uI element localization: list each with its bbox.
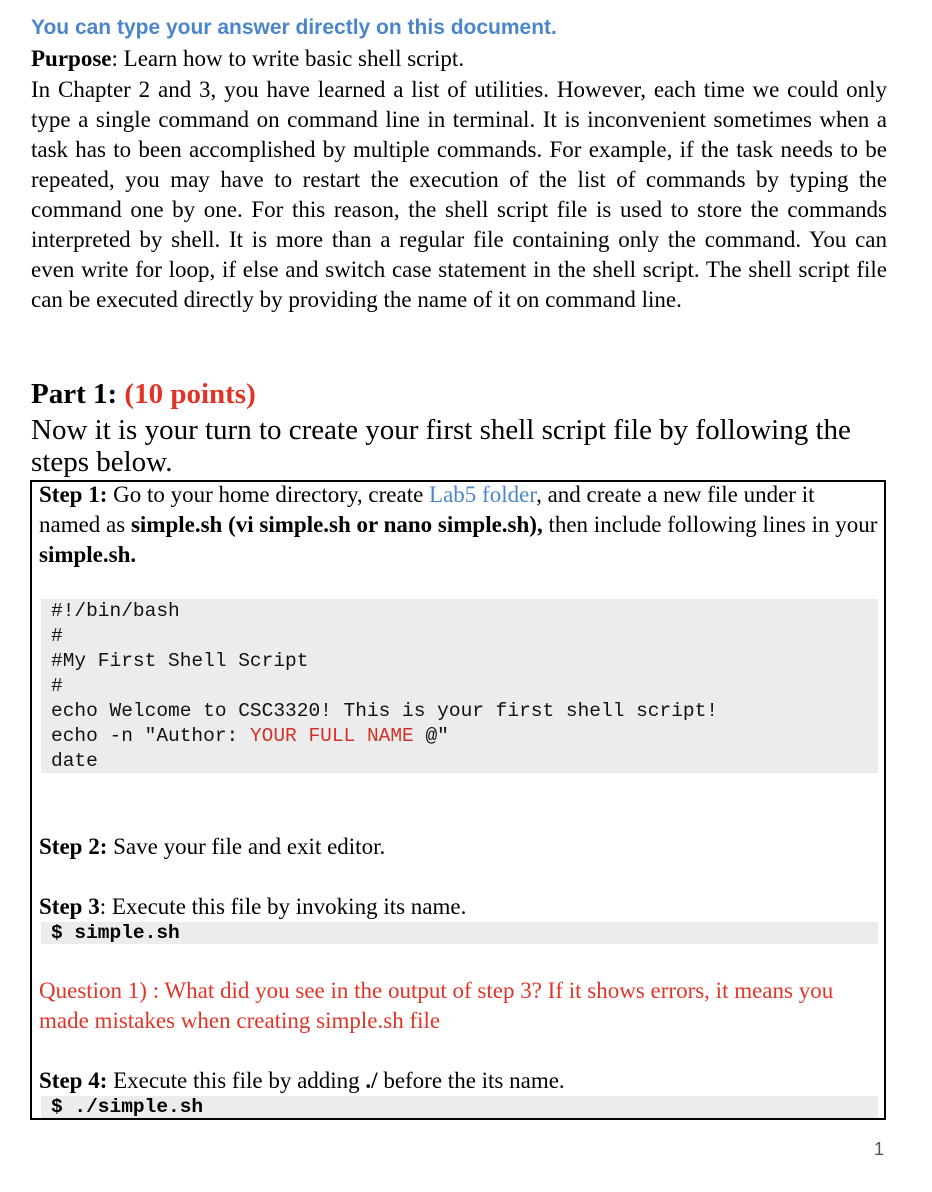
code-line: # xyxy=(51,675,63,697)
step-2-label: Step 2: xyxy=(39,834,108,859)
lab5-folder-link[interactable]: Lab5 folder xyxy=(429,482,537,507)
part-1-intro: Now it is your turn to create your first shell script file by following the steps below. xyxy=(31,414,851,478)
step-3 xyxy=(39,892,466,922)
code-line: # xyxy=(51,625,63,647)
step-1 xyxy=(39,480,881,570)
intro-paragraph: In Chapter 2 and 3, you have learned a list of utilities. However, each time we could only type a single command on command line in terminal. It is inconvenient sometimes when a task has to been accomplished by multiple commands. For example, if the task needs to be repeated, you may have to restart the execution of the list of commands by typing the command one by one. For this reason, the shell script file is used to store the commands interpreted by shell. It is more than a regular file containing only the command. You can even write for loop, if else and switch case statement in the shell script. The shell script file can be executed directly by providing the name of it on command line. xyxy=(31,77,887,312)
step-3-text: : Execute this file by invoking its name. xyxy=(99,894,467,919)
step-1-filename: simple.sh (vi simple.sh or nano simple.sh), xyxy=(130,512,543,537)
step-4-command[interactable]: $ ./simple.sh xyxy=(41,1096,878,1118)
step-1-filename-2: simple.sh. xyxy=(39,542,137,567)
step-1-text: Go to your home directory, create xyxy=(107,482,430,507)
purpose-paragraph xyxy=(31,46,464,72)
part-1-label: Part 1: xyxy=(31,378,125,410)
step-4-dot-slash: ./ xyxy=(365,1068,378,1093)
question-1: Question 1) : What did you see in the output of step 3? If it shows errors, it means you made mistakes when creating simple.sh file xyxy=(39,978,834,1033)
code-line-author xyxy=(51,724,878,749)
step-1-text-3: then include following lines in your xyxy=(542,512,878,537)
echo-suffix: @" xyxy=(413,725,449,747)
part-1-points: (10 points) xyxy=(124,378,256,410)
part-1-heading xyxy=(31,378,256,411)
step-3-label: Step 3 xyxy=(39,894,100,919)
code-block[interactable] xyxy=(41,599,878,773)
code-line: date xyxy=(51,750,98,772)
instruction-note: You can type your answer directly on this document. xyxy=(31,16,557,39)
purpose-text: : Learn how to write basic shell script. xyxy=(111,46,465,71)
step-3-command[interactable]: $ simple.sh xyxy=(41,922,878,944)
step-1-label: Step 1: xyxy=(39,482,108,507)
step-4-text-2: before the its name. xyxy=(377,1068,565,1093)
step-1-text-2: , and create a new file under it named as xyxy=(39,482,815,537)
step-4-label: Step 4: xyxy=(39,1068,108,1093)
purpose-label: Purpose xyxy=(31,46,112,71)
step-2-text: Save your file and exit editor. xyxy=(107,834,386,859)
code-line: #My First Shell Script xyxy=(51,650,309,672)
step-4-text: Execute this file by adding xyxy=(107,1068,366,1093)
page-number: 1 xyxy=(874,1139,885,1159)
code-line: #!/bin/bash xyxy=(51,600,180,622)
name-placeholder: YOUR FULL NAME xyxy=(249,725,414,747)
echo-prefix: echo -n "Author: xyxy=(51,725,250,747)
code-line: echo Welcome to CSC3320! This is your first shell script! xyxy=(51,700,719,722)
step-2 xyxy=(39,832,385,862)
step-4 xyxy=(39,1066,565,1096)
